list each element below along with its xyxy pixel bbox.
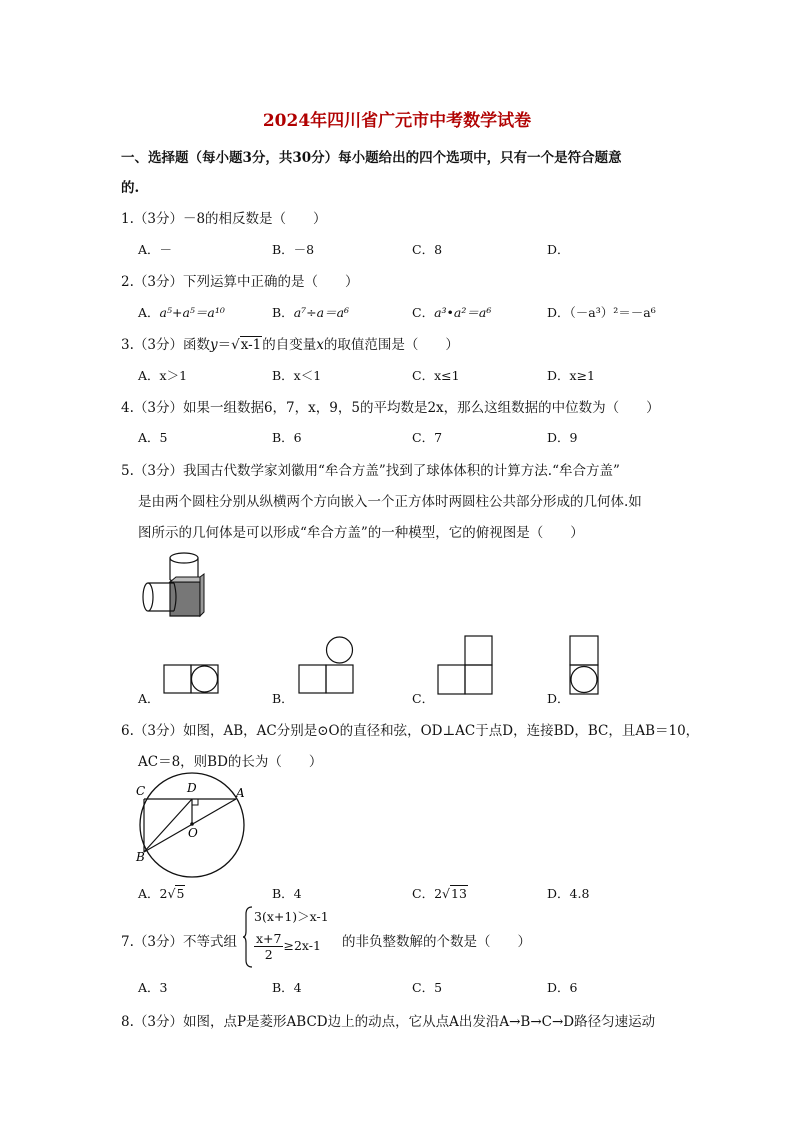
q6-label-b: B (136, 850, 145, 864)
q4-option-c: C．7 (412, 430, 443, 445)
q5-option-a-figure (163, 664, 219, 694)
question-6-line1: 6.（3分）如图，AB，AC分别是⊙O的直径和弦，OD⊥AC于点D，连接BD，BC，且AB＝10， (121, 723, 700, 739)
q3-option-c: C．x≤1 (412, 368, 460, 383)
q5-option-c-figure (437, 635, 493, 695)
question-6-line2: AC＝8，则BD的长为（ ） (138, 754, 323, 770)
question-5-line2: 是由两个圆柱分别从纵横两个方向嵌入一个正方体时两圆柱公共部分形成的几何体.如 (138, 494, 642, 510)
q6-option-b: B．4 (272, 886, 302, 901)
q2-option-b: B．a⁷÷a＝a⁶ (272, 305, 350, 320)
q6-circle-figure (136, 778, 252, 868)
q4-option-a: A．5 (138, 430, 168, 445)
q5-option-b: B． (272, 691, 294, 706)
question-7-suffix: 的非负整数解的个数是（ ） (342, 934, 531, 950)
q5-solid-figure (140, 550, 210, 622)
q5-option-a: A． (138, 691, 160, 706)
q3-radicand: x-1 (240, 337, 262, 353)
q6-option-a: A．2√5 (138, 886, 185, 901)
question-3-stem: 3.（3分）函数y＝√x-1的自变量x的取值范围是（ ） (121, 337, 459, 353)
question-5-line3: 图所示的几何体是可以形成“牟合方盖”的一种模型，它的俯视图是（ ） (138, 525, 584, 541)
q2-option-c: C．a³•a²＝a⁶ (412, 305, 492, 320)
q2-option-a: A．a⁵+a⁵＝a¹⁰ (138, 305, 225, 320)
section-heading-line1: 一、选择题（每小题3分，共30分）每小题给出的四个选项中，只有一个是符合题意 (121, 150, 622, 166)
q5-option-c: C． (412, 691, 435, 706)
q7-inequality-2: $\frac{x+7}{2}$ ≥2x-1 (256, 931, 321, 962)
page-title: 2024年四川省广元市中考数学试卷 (262, 111, 532, 131)
q6-label-o: O (188, 826, 198, 840)
q1-option-a: A．－ (138, 242, 173, 257)
question-7-prefix: 7.（3分）不等式组 (121, 934, 237, 950)
q7-option-b: B．4 (272, 980, 302, 995)
question-5-line1: 5.（3分）我国古代数学家刘徽用“牟合方盖”找到了球体体积的计算方法.“牟合方盖” (121, 463, 620, 479)
section-heading-line2: 的. (121, 180, 140, 196)
q7-option-c: C．5 (412, 980, 443, 995)
q1-option-b: B．－8 (272, 242, 315, 257)
q6-option-d: D．4.8 (547, 886, 590, 901)
q4-option-d: D．9 (547, 430, 578, 445)
q6-label-d: D (187, 781, 197, 795)
q7-option-d: D．6 (547, 980, 578, 995)
q5-option-b-figure (298, 634, 354, 694)
q5-option-d-figure (569, 635, 599, 695)
q7-option-a: A．3 (138, 980, 168, 995)
q6-label-a: A (236, 786, 245, 800)
q6-label-c: C (136, 784, 146, 798)
q7-system-brace (243, 906, 253, 968)
q4-option-b: B．6 (272, 430, 302, 445)
q2-option-d: D．（－a³）²＝－a⁶ (547, 305, 656, 320)
q1-option-c: C．8 (412, 242, 443, 257)
question-8-line1: 8.（3分）如图，点P是菱形ABCD边上的动点，它从点A出发沿A→B→C→D路径匀速运动 (121, 1014, 656, 1030)
question-1-stem: 1.（3分）－8的相反数是（ ） (121, 211, 327, 227)
q3-option-a: A．x＞1 (138, 368, 188, 383)
question-2-stem: 2.（3分）下列运算中正确的是（ ） (121, 274, 359, 290)
q3-option-d: D．x≥1 (547, 368, 595, 383)
question-4-stem: 4.（3分）如果一组数据6，7，x，9，5的平均数是2x，那么这组数据的中位数为（ ） (121, 400, 660, 416)
q3-option-b: B．x＜1 (272, 368, 322, 383)
q7-inequality-1: 3(x+1)＞x-1 (254, 909, 329, 924)
q6-option-c: C．2√13 (412, 886, 467, 901)
q1-option-d: D． (547, 242, 570, 257)
q5-option-d: D． (547, 691, 570, 706)
